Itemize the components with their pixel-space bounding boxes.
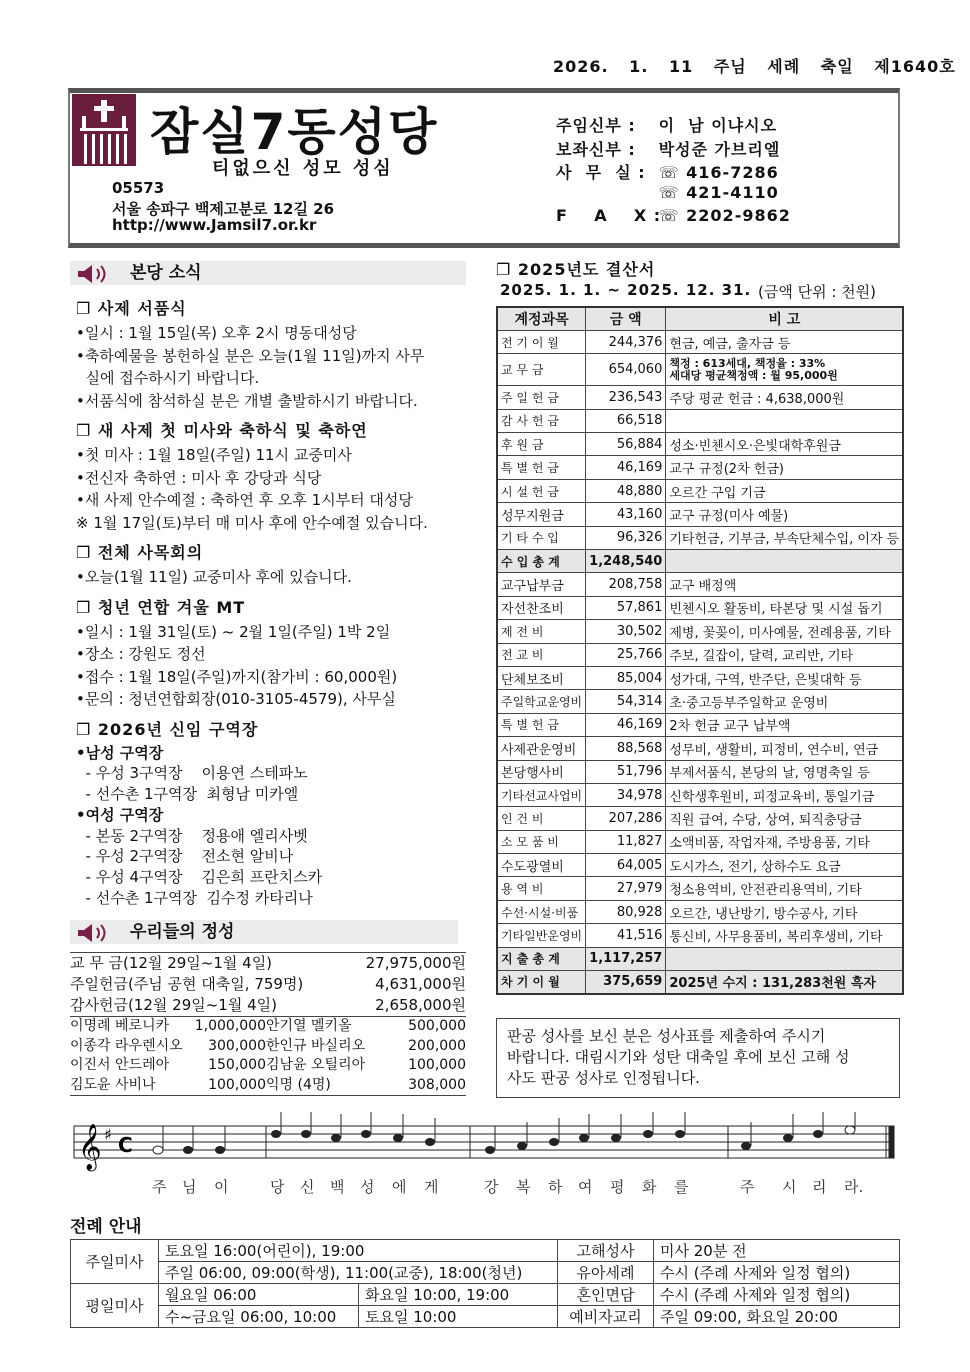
finance-row: [497, 807, 903, 830]
liturgy-row: 주일 06:00, 09:00(학생), 11:00(교중), 18:00(청년) 유아세례 수시 (주례 사제와 일정 협의): [71, 1262, 900, 1284]
liturgy-row: 수~금요일 06:00, 10:00 토요일 10:00 예비자교리 주일 09:00, 화요일 20:00: [71, 1306, 900, 1328]
sunday-mass-times: 주일 06:00, 09:00(학생), 11:00(교중), 18:00(청년): [159, 1262, 558, 1284]
finance-account: 인 건 비: [497, 807, 586, 830]
lyric-syllable: 리: [812, 1178, 827, 1196]
finance-row: [497, 971, 903, 994]
finance-row: [497, 737, 903, 760]
finance-amount: 27,979: [586, 877, 666, 900]
finance-row: [497, 330, 903, 353]
finance-amount: 654,060: [586, 354, 666, 386]
finance-account: 교 무 금: [497, 354, 586, 386]
lyric-syllable: 복: [516, 1178, 531, 1196]
hymn-note: [215, 1146, 225, 1154]
lyric-syllable: 백: [330, 1178, 345, 1196]
finance-note: 통신비, 사무용품비, 복리후생비, 기타: [666, 924, 903, 947]
finance-note: 기타헌금, 기부금, 부속단체수입, 이자 등: [666, 526, 903, 549]
lyric-syllable: 신: [300, 1178, 315, 1196]
finance-amount: 51,796: [586, 760, 666, 783]
finance-header-row: [497, 307, 903, 330]
finance-note: 오르간 구입 기금: [666, 479, 903, 502]
finance-amount: 46,169: [586, 713, 666, 736]
finance-note: 교구 규정(미사 예물): [666, 503, 903, 526]
hymn-note: [153, 1146, 163, 1154]
finance-amount: 30,502: [586, 620, 666, 643]
finance-row: [497, 433, 903, 456]
finance-note: 부제서품식, 본당의 날, 영명축일 등: [666, 760, 903, 783]
finance-account: 교구납부금: [497, 573, 586, 596]
finance-amount: 80,928: [586, 900, 666, 923]
liturgy-row: 주일미사 토요일 16:00(어린이), 19:00 고해성사 미사 20분 전: [71, 1240, 900, 1262]
hymn-note: [813, 1130, 823, 1138]
finance-row: [497, 456, 903, 479]
news-item: 실에 접수하시기 바랍니다.: [76, 369, 260, 387]
finance-account: 자선찬조비: [497, 596, 586, 619]
offering-table: [70, 952, 466, 1096]
finance-col-amount: 금 액: [586, 307, 666, 330]
lyric-syllable: 성: [360, 1178, 375, 1196]
finance-account: 감 사 헌 금: [497, 409, 586, 432]
news-item: - 우성 2구역장 전소현 알비나: [76, 847, 294, 866]
news-item: •일시 : 1월 15일(목) 오후 2시 명동대성당: [76, 324, 357, 342]
hymn-note: [845, 1126, 855, 1134]
liturgy-row: 평일미사 월요일 06:00 화요일 10:00, 19:00 혼인면담 수시 (주례 사제와 일정 협의): [71, 1284, 900, 1306]
finance-amount: 41,516: [586, 924, 666, 947]
hymn-note: [675, 1130, 685, 1138]
finance-row: [497, 877, 903, 900]
finance-note: 2025년 수지 : 131,283천원 흑자: [666, 971, 903, 994]
finance-title: ❐ 2025년도 결산서: [496, 260, 656, 279]
news-title: 본당 소식: [130, 263, 202, 283]
clergy-row-1: 주임신부 : 이 남 이냐시오: [556, 116, 778, 135]
lyric-syllable: 이: [214, 1178, 229, 1196]
finance-row: [497, 409, 903, 432]
finance-account: 사제관운영비: [497, 737, 586, 760]
finance-note: 현금, 예금, 출자금 등: [666, 330, 903, 353]
finance-amount: 244,376: [586, 330, 666, 353]
finance-note: 빈첸시오 활동비, 타본당 및 시설 돕기: [666, 596, 903, 619]
finance-row: [497, 503, 903, 526]
news-item: •새 사제 안수예절 : 축하연 후 오후 1시부터 대성당: [76, 491, 413, 509]
finance-row: [497, 550, 903, 573]
office-phone-2: ☏ 421-4110: [658, 183, 779, 202]
news-heading: ❐ 사제 서품식: [76, 299, 187, 318]
finance-row: [497, 713, 903, 736]
finance-note: 성소·빈첸시오·은빛대학후원금: [666, 433, 903, 456]
news-item: •남성 구역장: [76, 743, 164, 762]
finance-note: 2차 헌금 교구 납부액: [666, 713, 903, 736]
finance-account: 소 모 품 비: [497, 830, 586, 853]
confession-notice: 판공 성사를 보신 분은 성사표를 제출하여 주시기 바랍니다. 대림시기와 성탄 대축일 후에 보신 고해 성 사도 판공 성사로 인정됩니다.: [496, 1018, 900, 1098]
offering-row: 주일헌금(주님 공현 대축일, 759명) 4,631,000원: [70, 975, 466, 993]
fax-number: F A X : ☏ 2202-9862: [556, 206, 791, 225]
lyric-syllable: 당: [270, 1178, 285, 1196]
news-heading: ❐ 전체 사목회의: [76, 543, 204, 562]
finance-amount: 88,568: [586, 737, 666, 760]
news-item: •첫 미사 : 1월 18일(주일) 11시 교중미사: [76, 446, 352, 464]
hymn-lyrics: [70, 1176, 900, 1196]
hymn-note: [271, 1130, 281, 1138]
finance-note: 주보, 길잡이, 달력, 교리반, 기타: [666, 643, 903, 666]
finance-account: 후 원 금: [497, 433, 586, 456]
address: 서울 송파구 백제고분로 12길 26: [112, 200, 335, 218]
finance-amount: 54,314: [586, 690, 666, 713]
finance-amount: 56,884: [586, 433, 666, 456]
finance-row: [497, 643, 903, 666]
donor-row: 이명례 베로니카 1,000,000 안기열 멜키올 500,000: [70, 1018, 466, 1034]
finance-account: 전 교 비: [497, 643, 586, 666]
finance-row: [497, 760, 903, 783]
finance-amount: 207,286: [586, 807, 666, 830]
finance-col-note: 비 고: [666, 307, 903, 330]
news-heading: ❐ 청년 연합 겨울 MT: [76, 597, 246, 617]
hymn-note: [783, 1134, 793, 1142]
finance-account: 수도광열비: [497, 854, 586, 877]
finance-amount: 375,659: [586, 971, 666, 994]
finance-account: 성무지원금: [497, 503, 586, 526]
hymn-note: [301, 1130, 311, 1138]
finance-amount: 96,326: [586, 526, 666, 549]
svg-text:𝄞: 𝄞: [78, 1124, 102, 1170]
finance-note: [666, 409, 903, 432]
finance-account: 전 기 이 월: [497, 330, 586, 353]
finance-note: 도시가스, 전기, 상하수도 요금: [666, 854, 903, 877]
finance-amount: 66,518: [586, 409, 666, 432]
finance-row: [497, 479, 903, 502]
lyric-syllable: 여: [578, 1178, 593, 1196]
news-section-header: [70, 261, 466, 285]
news-item: •서품식에 참석하실 분은 개별 출발하시기 바랍니다.: [76, 391, 418, 410]
finance-row: [497, 947, 903, 970]
news-item: - 선수촌 1구역장 최형남 미카엘: [76, 785, 299, 804]
finance-row: [497, 354, 903, 386]
finance-amount: 25,766: [586, 643, 666, 666]
donor-row: 이진서 안드레아 150,000 김남윤 오틸리아 100,000: [70, 1057, 466, 1073]
finance-account: 수선·시설·비품: [497, 900, 586, 923]
finance-amount: 64,005: [586, 854, 666, 877]
donor-row: 김도윤 사비나 100,000 익명 (4명) 308,000: [70, 1076, 466, 1093]
finance-col-account: 계정과목: [497, 307, 586, 330]
svg-text:♯: ♯: [104, 1125, 112, 1144]
finance-note: 교구 규정(2차 헌금): [666, 456, 903, 479]
offering-section-header: [70, 920, 458, 944]
news-heading: ❐ 새 사제 첫 미사와 축하식 및 축하연: [76, 421, 368, 440]
finance-note: 직원 급여, 수당, 상여, 퇴직충당금: [666, 807, 903, 830]
hymn-note: [425, 1138, 435, 1146]
office-phone-1: 사 무 실 : ☏ 416-7286: [556, 163, 779, 182]
finance-note: 신학생후원비, 피정교육비, 통일기금: [666, 783, 903, 806]
finance-note: 성무비, 생활비, 피정비, 연수비, 연금: [666, 737, 903, 760]
donor-list: [70, 1017, 466, 1095]
finance-note: [666, 550, 903, 573]
weekday-mass-label: 평일미사: [71, 1284, 159, 1328]
hymn-note: [611, 1134, 621, 1142]
finance-amount: 11,827: [586, 830, 666, 853]
hymn-note: [643, 1130, 653, 1138]
news-item: •축하예물을 봉헌하실 분은 오늘(1월 11일)까지 사무: [76, 346, 425, 365]
finance-row: [497, 386, 903, 409]
liturgy-table: [70, 1239, 900, 1328]
lyric-syllable: 하: [548, 1178, 563, 1196]
news-item: - 우성 3구역장 이용연 스테파노: [76, 764, 308, 783]
finance-note: [666, 947, 903, 970]
finance-row: [497, 783, 903, 806]
lyric-syllable: 평: [610, 1178, 625, 1196]
hymn-note: [331, 1134, 341, 1142]
finance-account: 기타선교사업비: [497, 783, 586, 806]
hymn-staff: [70, 1112, 900, 1172]
lyric-syllable: 에: [392, 1178, 407, 1196]
hymn-note: [183, 1146, 193, 1154]
finance-account: 단체보조비: [497, 666, 586, 689]
finance-row: [497, 596, 903, 619]
news-item: •문의 : 청년연합회장(010-3105-4579), 사무실: [76, 690, 396, 708]
finance-account: 특 별 헌 금: [497, 456, 586, 479]
donor-row: 이종각 라우렌시오 300,000 한인규 바실리오 200,000: [70, 1037, 466, 1054]
parish-name: 잠실7동성당: [150, 103, 439, 161]
news-heading: ❐ 2026년 신임 구역장: [76, 719, 259, 739]
lyric-syllable: 를: [674, 1178, 689, 1196]
finance-account: 차 기 이 월: [497, 971, 586, 994]
finance-account: 주 일 헌 금: [497, 386, 586, 409]
issue-line: [553, 54, 956, 77]
svg-text:C: C: [118, 1133, 133, 1157]
lyric-syllable: 님: [182, 1178, 197, 1196]
liturgy-title: 전례 안내: [70, 1217, 142, 1237]
finance-account: 기 타 수 입: [497, 526, 586, 549]
zip-code: 05573: [112, 179, 165, 197]
finance-row: [497, 526, 903, 549]
news-item: •여성 구역장: [76, 805, 164, 824]
news-item: •전신자 축하연 : 미사 후 강당과 식당: [76, 468, 322, 487]
finance-amount: 34,978: [586, 783, 666, 806]
lyric-syllable: 주: [152, 1178, 167, 1196]
hymn-note: [485, 1146, 495, 1154]
news-item: ※ 1월 17일(토)부터 매 미사 후에 안수예절 있습니다.: [76, 513, 428, 532]
lyric-syllable: 화: [642, 1178, 657, 1196]
lyric-syllable: 라.: [844, 1178, 864, 1196]
finance-note: 교구 배정액: [666, 573, 903, 596]
offering-row: 감사헌금(12월 29일~1월 4일) 2,658,000원: [70, 995, 466, 1017]
website-link[interactable]: http://www.Jamsil7.or.kr: [112, 216, 317, 234]
offering-title: 우리들의 정성: [130, 922, 235, 942]
hymn-note: [741, 1142, 751, 1150]
finance-amount: 85,004: [586, 666, 666, 689]
parish-logo-icon: [72, 94, 136, 166]
speaker-icon: [76, 264, 116, 284]
finance-row: [497, 620, 903, 643]
news-item: - 본동 2구역장 정용애 엘리사벳: [76, 826, 308, 845]
finance-amount: 43,160: [586, 503, 666, 526]
parish-motto: 티없으신 성모 성심: [212, 158, 394, 179]
news-list: [76, 296, 476, 909]
news-item: •접수 : 1월 18일(주일)까지(참가비 : 60,000원): [76, 667, 398, 686]
clergy-row-2: 보좌신부 : 박성준 가브리엘: [556, 140, 781, 159]
finance-note: 소액비품, 작업자재, 주방용품, 기타: [666, 830, 903, 853]
finance-period: 2025. 1. 1. ~ 2025. 12. 31.: [500, 281, 752, 299]
news-item: - 우성 4구역장 김은희 프란치스카: [76, 868, 323, 887]
saturday-mass-times: 토요일 16:00(어린이), 19:00: [159, 1240, 558, 1262]
finance-amount: 236,543: [586, 386, 666, 409]
news-item: •오늘(1월 11일) 교중미사 후에 있습니다.: [76, 568, 352, 586]
hymn-note: [517, 1142, 527, 1150]
finance-row: [497, 573, 903, 596]
finance-table: [496, 306, 904, 995]
finance-account: 기타일반운영비: [497, 924, 586, 947]
finance-row: [497, 666, 903, 689]
finance-note: 성가대, 구역, 반주단, 은빛대학 등: [666, 666, 903, 689]
lyric-syllable: 주: [740, 1178, 755, 1196]
finance-amount: 48,880: [586, 479, 666, 502]
finance-unit: (금액 단위 : 천원): [758, 283, 877, 301]
finance-amount: 208,758: [586, 573, 666, 596]
issue-date: 2026. 1. 11: [553, 57, 694, 76]
hymn-note: [549, 1138, 559, 1146]
sunday-mass-label: 주일미사: [71, 1240, 159, 1284]
finance-note: 책정 : 613세대, 책정율 : 33% 세대당 평균책정액 : 월 95,000원: [666, 354, 903, 386]
finance-note: 초·중고등부주일학교 운영비: [666, 690, 903, 713]
lyric-syllable: 시: [782, 1178, 797, 1196]
finance-amount: 46,169: [586, 456, 666, 479]
finance-note: 주당 평균 헌금 : 4,638,000원: [666, 386, 903, 409]
finance-row: [497, 900, 903, 923]
finance-account: 제 전 비: [497, 620, 586, 643]
finance-account: 용 역 비: [497, 877, 586, 900]
finance-row: [497, 830, 903, 853]
finance-row: [497, 924, 903, 947]
finance-account: 수 입 총 계: [497, 550, 586, 573]
finance-note: 청소용역비, 안전관리용역비, 기타: [666, 877, 903, 900]
finance-account: 본당행사비: [497, 760, 586, 783]
hymn-note: [579, 1134, 589, 1142]
finance-note: 제병, 꽃꽂이, 미사예물, 전례용품, 기타: [666, 620, 903, 643]
hymn-note: [361, 1130, 371, 1138]
finance-amount: 57,861: [586, 596, 666, 619]
finance-note: 오르간, 냉난방기, 방수공사, 기타: [666, 900, 903, 923]
news-item: •일시 : 1월 31일(토) ~ 2월 1일(주일) 1박 2일: [76, 622, 391, 641]
finance-row: [497, 690, 903, 713]
news-item: - 선수촌 1구역장 김수정 카타리나: [76, 889, 313, 908]
finance-amount: 1,117,257: [586, 947, 666, 970]
lyric-syllable: 게: [424, 1178, 439, 1196]
offering-row: 교 무 금(12월 29일~1월 4일) 27,975,000원: [70, 954, 466, 972]
speaker-icon: [76, 923, 116, 943]
issue-number: 제1640호: [874, 57, 956, 76]
finance-account: 시 설 헌 금: [497, 479, 586, 502]
finance-row: [497, 854, 903, 877]
issue-feast: 주님 세례 축일: [713, 57, 854, 76]
finance-amount: 1,248,540: [586, 550, 666, 573]
finance-account: 주일학교운영비: [497, 690, 586, 713]
news-item: •장소 : 강원도 정선: [76, 645, 206, 663]
finance-account: 특 별 헌 금: [497, 713, 586, 736]
hymn-note: [393, 1134, 403, 1142]
lyric-syllable: 강: [484, 1178, 499, 1196]
finance-account: 지 출 총 계: [497, 947, 586, 970]
